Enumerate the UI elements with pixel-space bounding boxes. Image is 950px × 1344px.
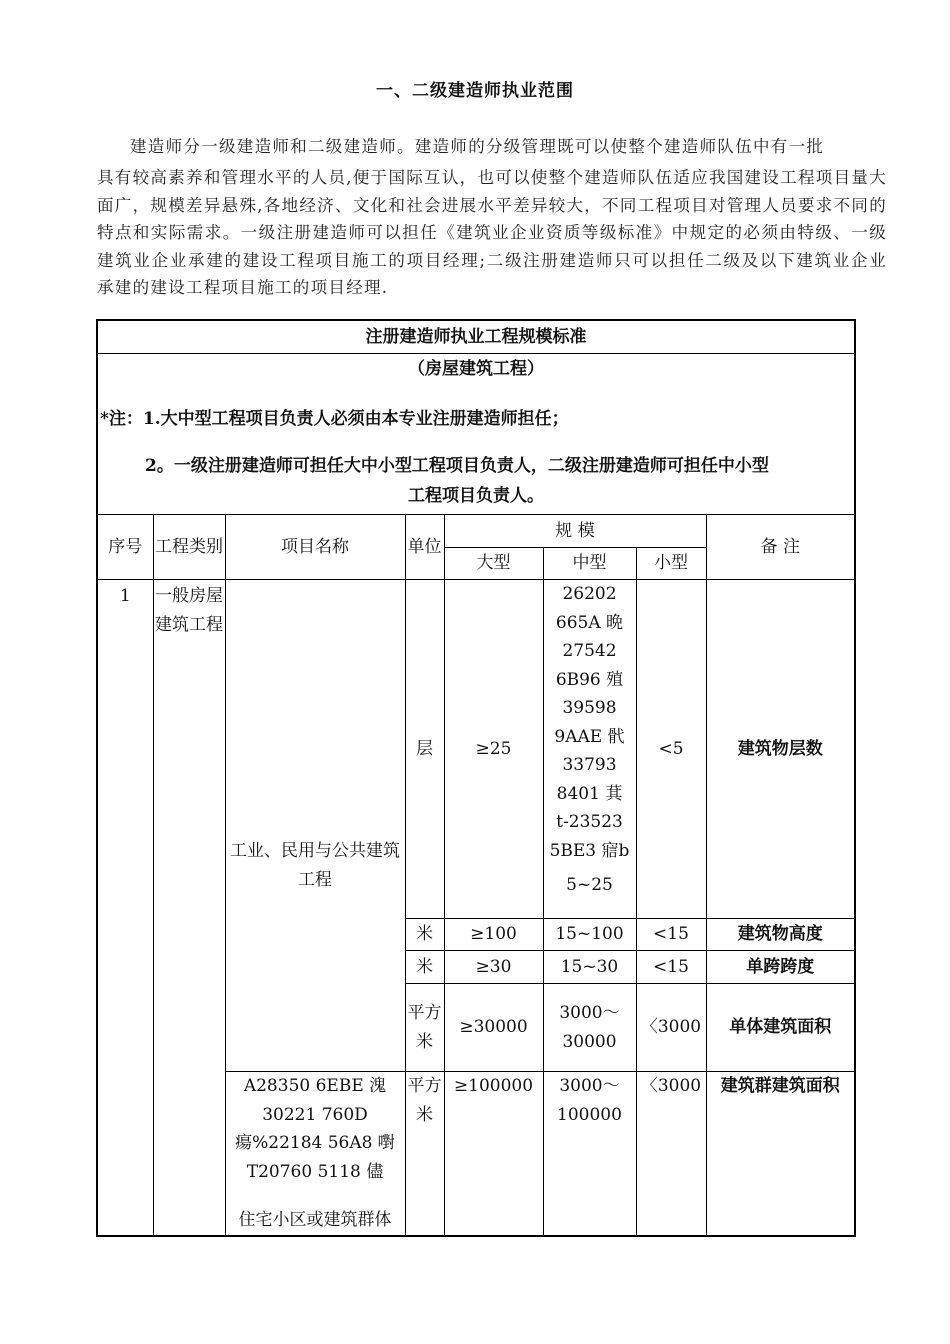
- intro-text: [97, 133, 887, 302]
- r4-large: ≥30000: [444, 984, 543, 1072]
- header-seq: 序号: [97, 515, 153, 580]
- r5-large: ≥100000: [444, 1072, 543, 1236]
- note-3: 工程项目负责人。: [408, 486, 544, 506]
- row-project-a: 工业、民用与公共建筑工程: [225, 580, 405, 1072]
- r2-medium: 15~100: [543, 919, 636, 951]
- table-subtitle: （房屋建筑工程）: [408, 359, 544, 379]
- r3-remark: 单跨跨度: [706, 951, 855, 984]
- r1-medium-line-8: 8401 萁: [556, 783, 623, 804]
- r1-medium-line-5: 39598: [562, 698, 617, 718]
- r1-medium: [543, 580, 636, 919]
- r1-medium-line-1: 26202: [562, 584, 617, 604]
- r1-remark: 建筑物层数: [706, 580, 855, 919]
- r1-medium-line-4: 6B96 殖: [555, 669, 624, 690]
- r4-unit: 平方米: [405, 984, 444, 1072]
- note-1: *注：1.大中型工程项目负责人必须由本专业注册建造师担任；: [100, 409, 569, 429]
- row-seq: 1: [97, 580, 153, 1236]
- r4-small: 〈3000: [636, 984, 706, 1072]
- intro-paragraph-2: 具有较高素养和管理水平的人员,便于国际互认，也可以使整个建造师队伍适应我国建设工程项目量大面广，规模差异悬殊,各地经济、文化和社会进展水平差异较大，不同工程项目对管理人员要求不同的特点和实际需求。一级注册建造师可以担任《建筑业企业资质等级标准》中规定的必须由特级、一级建筑业企业承建的建设工程项目施工的项目经理;二级注册建造师只可以担任二级及以下建筑业企业承建的建设工程项目施工的项目经理.: [97, 168, 887, 297]
- r1-small: <5: [636, 580, 706, 919]
- r5-medium: 3000～100000: [543, 1072, 636, 1236]
- row-category: 一般房屋建筑工程: [153, 580, 225, 1236]
- r3-unit: 米: [405, 951, 444, 984]
- project-b-line-1: A28350 6EBE 溾: [243, 1076, 387, 1096]
- note-2: 2。一级注册建造师可担任大中小型工程项目负责人，二级注册建造师可担任中小型: [145, 456, 769, 476]
- r2-unit: 米: [405, 919, 444, 951]
- r2-small: <15: [636, 919, 706, 951]
- r1-unit: 层: [405, 580, 444, 919]
- scale-standard-table: [96, 319, 856, 1237]
- r5-small: 〈3000: [636, 1072, 706, 1236]
- r3-small: <15: [636, 951, 706, 984]
- header-medium: 中型: [543, 548, 636, 580]
- project-b-name: 住宅小区或建筑群体: [238, 1210, 392, 1230]
- r1-medium-line-3: 27542: [562, 641, 617, 661]
- header-unit: 单位: [405, 515, 444, 580]
- r3-medium: 15~30: [543, 951, 636, 984]
- project-b-line-2: 30221 760D: [262, 1104, 368, 1125]
- r4-remark: 单体建筑面积: [706, 984, 855, 1072]
- r5-unit: 平方米: [405, 1072, 444, 1236]
- project-b-line-3: 瘍%22184 56A8 嚉: [235, 1133, 395, 1153]
- r1-medium-line-6: 9AAE 骮: [554, 726, 625, 747]
- r1-large: ≥25: [444, 580, 543, 919]
- r1-medium-line-10: 5BE3 寣b: [549, 840, 630, 861]
- intro-paragraph-1: 建造师分一级建造师和二级建造师。建造师的分级管理既可以使整个建造师队伍中有一批: [130, 137, 825, 156]
- r1-medium-line-2: 665A 晩: [555, 612, 624, 633]
- project-b-line-4: T20760 5118 儘: [246, 1161, 384, 1182]
- r1-medium-line-9: t-23523: [556, 812, 623, 832]
- r4-medium: 3000～30000: [543, 984, 636, 1072]
- r1-medium-value: 5~25: [566, 875, 613, 895]
- row-project-b: [225, 1072, 405, 1236]
- r2-remark: 建筑物高度: [706, 919, 855, 951]
- r1-medium-line-7: 33793: [562, 755, 617, 775]
- r2-large: ≥100: [444, 919, 543, 951]
- table-notes: [97, 354, 855, 515]
- header-remark: 备 注: [706, 515, 855, 580]
- header-scale: 规 模: [444, 515, 706, 548]
- table-title: 注册建造师执业工程规模标准: [97, 320, 855, 354]
- header-large: 大型: [444, 548, 543, 580]
- header-category: 工程类别: [153, 515, 225, 580]
- r3-large: ≥30: [444, 951, 543, 984]
- page-title: 一、二级建造师执业范围: [376, 81, 574, 101]
- r5-remark: 建筑群建筑面积: [706, 1072, 855, 1236]
- header-project: 项目名称: [225, 515, 405, 580]
- header-small: 小型: [636, 548, 706, 580]
